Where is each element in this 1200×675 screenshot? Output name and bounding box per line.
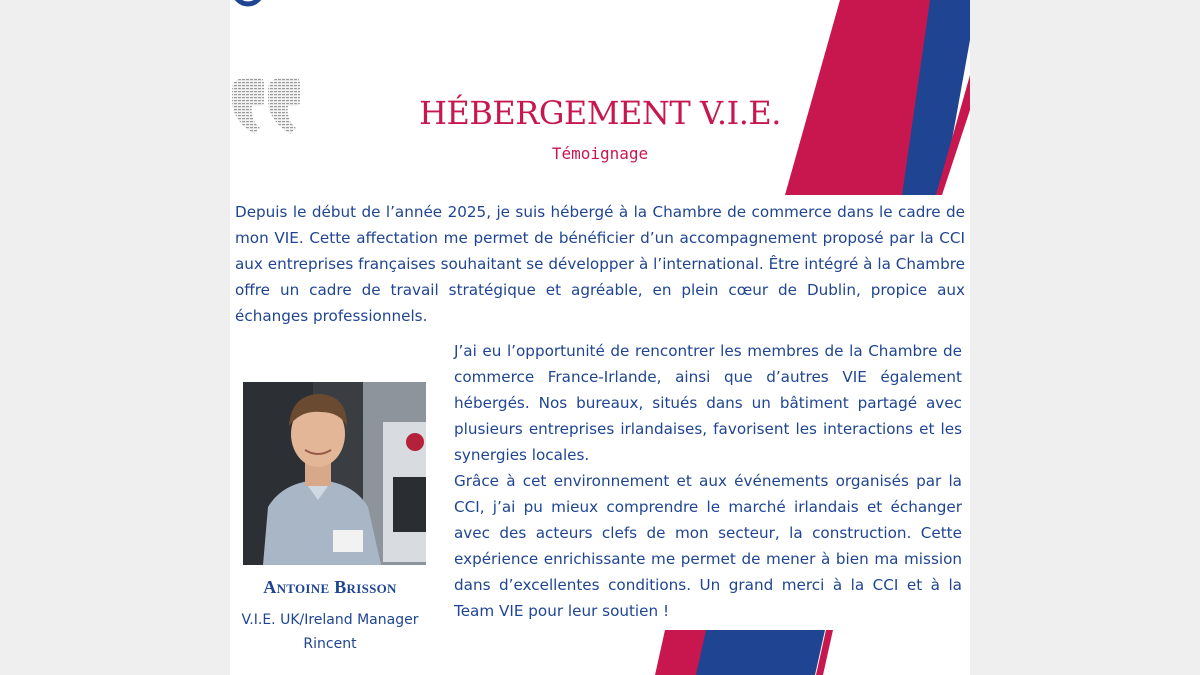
testimonial-paragraph-2: J’ai eu l’opportunité de rencontrer les membres de la Chambre de commerce France-Irlande, ainsi que d’autres VIE également hébergés. Nos bureaux, situés dans un bâtiment partagé avec plusieurs entreprises irlandaises, favorisent les interactions et les synergies locales. [454,342,962,464]
chamber-logo[interactable] [230,0,270,20]
page-subtitle: Témoignage [551,144,649,163]
testimonial-paragraph-3: Grâce à cet environnement et aux événements organisés par la CCI, j’ai pu mieux comprendre le marché irlandais et échanger avec des acteurs clefs de mon secteur, la construction. Cette expérience enrichissante me permet de mener à bien ma mission dans d’excellentes conditions. Un grand merci à la CCI et à la Team VIE pour leur soutien ! [454,472,962,620]
person-company: Rincent [303,636,357,652]
chamber-logo-icon [230,0,270,20]
testimonial-card [230,0,970,675]
page-title: HÉBERGEMENT V.I.E. [419,94,781,132]
testimonial-text-column [454,338,962,624]
portrait-photo [243,382,426,565]
quote-marks-icon [230,76,302,138]
person-role: V.I.E. UK/Ireland Manager [241,612,419,628]
person-name: Antoine Brisson [263,577,397,597]
organization-name [276,0,488,2]
decorative-stripes-bottom [650,630,850,675]
person-role-block [230,608,430,656]
testimonial-paragraph-1: Depuis le début de l’année 2025, je suis hébergé à la Chambre de commerce dans le cadre de mon VIE. Cette affectation me permet de bénéficier d’un accompagnement proposé par la CCI aux entreprises françaises souhaitant se développer à l’international. Être intégré à la Chambre offre un cadre de travail stratégique et agréable, en plein cœur de Dublin, propice aux échanges professionnels. [235,203,965,325]
